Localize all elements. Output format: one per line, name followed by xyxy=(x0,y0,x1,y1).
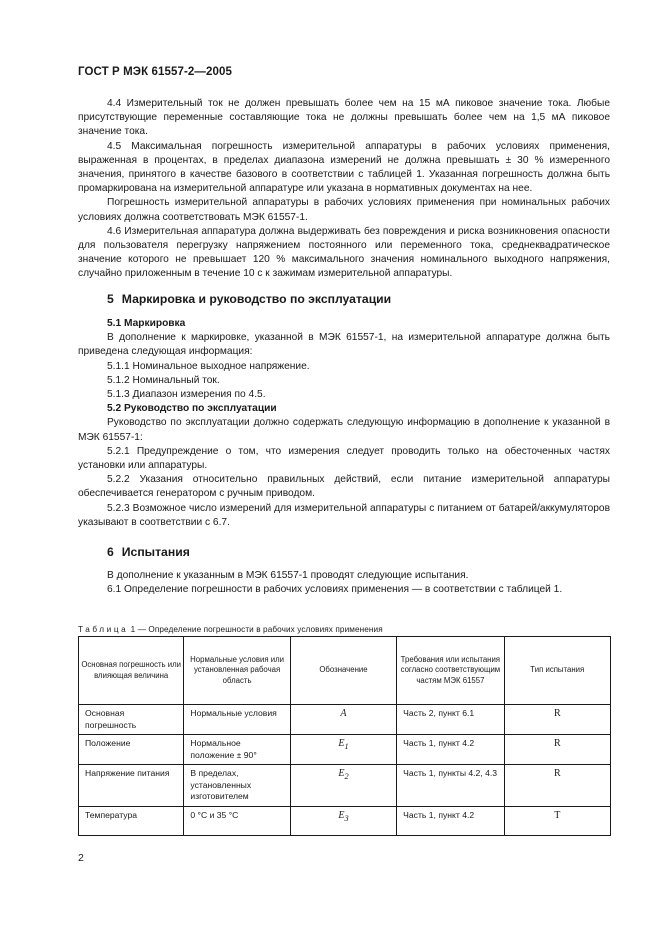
table-caption-label: Таблица xyxy=(78,625,129,634)
item-5-1-1: 5.1.1 Номинальное выходное напряжение. xyxy=(107,360,310,372)
section-5-number: 5 xyxy=(107,292,114,306)
symbol-letter: E xyxy=(338,768,345,779)
cell-conditions: Нормальные условия xyxy=(184,705,290,735)
cell-test-type: R xyxy=(504,765,610,807)
paragraph-4-6: 4.6 Измерительная аппаратура должна выдерживать без повреждения и риска возникновения опасности для пользователя перегрузку напряжением постоянного или переменного тока, среднеквадратическое значение которого не превышает 120 % максимального значения номинального выходного напряжения, случайно приложенным в течение 10 с к зажимам измерительной аппаратуры. xyxy=(78,225,610,280)
header-quantity: Основная погрешность или влияющая величина xyxy=(79,637,184,705)
cell-reference: Часть 2, пункт 6.1 xyxy=(397,705,504,735)
item-5-1-2: 5.1.2 Номинальный ток. xyxy=(107,374,220,386)
table-row xyxy=(79,806,611,835)
document-header: ГОСТ Р МЭК 61557-2—2005 xyxy=(78,66,232,78)
table-header-row xyxy=(79,637,611,705)
paragraph-4-5-note: Погрешность измерительной аппаратуры в рабочих условиях применения при номинальных рабочих условиях должна соответствовать МЭК 61557-1. xyxy=(78,197,610,223)
paragraph-4-4: 4.4 Измерительный ток не должен превышать более чем на 15 мА пиковое значение тока. Любые присутствующие переменные составляющие тока не должны превышать более чем на 1,5 мА пиковое значение тока. xyxy=(78,98,610,138)
section-6-title: Испытания xyxy=(121,545,190,559)
header-symbol: Обозначение xyxy=(290,637,396,705)
symbol-subscript: 1 xyxy=(344,742,349,751)
cell-test-type: R xyxy=(504,735,610,765)
symbol-letter: E xyxy=(338,809,345,821)
cell-conditions: Нормальное положение ± 90° xyxy=(184,735,290,765)
section-5-body xyxy=(78,317,610,530)
page-number: 2 xyxy=(78,852,84,864)
cell-quantity: Напряжение питания xyxy=(79,765,184,807)
table-row xyxy=(79,765,611,807)
header-conditions: Нормальные условия или установленная рабочая область xyxy=(184,637,290,705)
section-5-title: Маркировка и руководство по эксплуатации xyxy=(121,292,392,306)
symbol-subscript: 2 xyxy=(344,772,349,781)
item-5-1-3: 5.1.3 Диапазон измерения по 4.5. xyxy=(107,389,266,401)
subsection-5-1-intro: В дополнение к маркировке, указанной в МЭК 61557-1, на измерительной аппаратуре должна быть приведена следующая информация: xyxy=(78,332,610,358)
cell-reference: Часть 1, пункт 4.2 xyxy=(397,735,504,765)
section-5-heading xyxy=(107,292,391,306)
cell-reference: Часть 1, пункт 4.2 xyxy=(397,806,504,835)
header-reference: Требования или испытания согласно соответствующим частям МЭК 61557 xyxy=(397,637,504,705)
section-6-intro: В дополнение к указанным в МЭК 61557-1 проводят следующие испытания. xyxy=(107,570,469,581)
cell-conditions: В пределах, установленных изготовителем xyxy=(184,765,290,807)
header-test-type: Тип испытания xyxy=(504,637,610,705)
section-6-heading xyxy=(107,545,190,559)
section-6-body xyxy=(78,569,610,597)
item-5-2-2: 5.2.2 Указания относительно правильных действий, если питание измерительной аппаратуры обеспечивается генератором с ручным приводом. xyxy=(78,474,610,500)
paragraph-4-5: 4.5 Максимальная погрешность измерительной аппаратуры в рабочих условиях применения, выраженная в процентах, в пределах диапазона измерений не должна превышать ± 30 % измеренного значения, принятого в качестве базового в соответствии с таблицей 1. Указанная погрешность должна быть промаркирована на измерительной аппаратуре или указана в нормативных документах на нее. xyxy=(78,140,610,195)
item-6-1: 6.1 Определение погрешности в рабочих условиях применения — в соответствии с таблицей 1. xyxy=(107,584,563,596)
table-row xyxy=(79,705,611,735)
cell-quantity: Основная погрешность xyxy=(79,705,184,735)
cell-symbol xyxy=(290,705,396,735)
cell-conditions: 0 °С и 35 °С xyxy=(184,806,290,835)
symbol-subscript: 3 xyxy=(344,813,349,823)
table-1 xyxy=(78,636,611,836)
subsection-5-1-title: 5.1 Маркировка xyxy=(107,318,186,329)
cell-test-type: T xyxy=(504,806,610,835)
table-1-caption xyxy=(78,625,383,634)
cell-quantity: Температура xyxy=(79,806,184,835)
item-5-2-1: 5.2.1 Предупреждение о том, что измерения следует проводить только на обесточенных частях установки или аппаратуры. xyxy=(78,445,610,472)
subsection-5-2-title: 5.2 Руководство по эксплуатации xyxy=(107,403,277,415)
subsection-5-2-intro: Руководство по эксплуатации должно содержать следующую информацию в дополнение к указанной в МЭК 61557-1: xyxy=(78,417,610,443)
item-5-2-3: 5.2.3 Возможное число измерений для измерительной аппаратуры с питанием от батарей/аккумуляторов указывают в соответствии с 6.7. xyxy=(78,502,610,528)
cell-symbol xyxy=(290,735,396,765)
cell-symbol xyxy=(290,765,396,807)
section-6-number: 6 xyxy=(107,545,114,559)
symbol-letter: E xyxy=(338,738,345,749)
top-paragraphs xyxy=(78,97,610,282)
cell-quantity: Положение xyxy=(79,735,184,765)
table-caption-text: 1 — Определение погрешности в рабочих условиях применения xyxy=(128,625,383,634)
symbol-letter: A xyxy=(340,708,347,719)
cell-symbol xyxy=(290,806,396,835)
cell-reference: Часть 1, пункты 4.2, 4.3 xyxy=(397,765,504,807)
cell-test-type: R xyxy=(504,705,610,735)
table-row xyxy=(79,735,611,765)
